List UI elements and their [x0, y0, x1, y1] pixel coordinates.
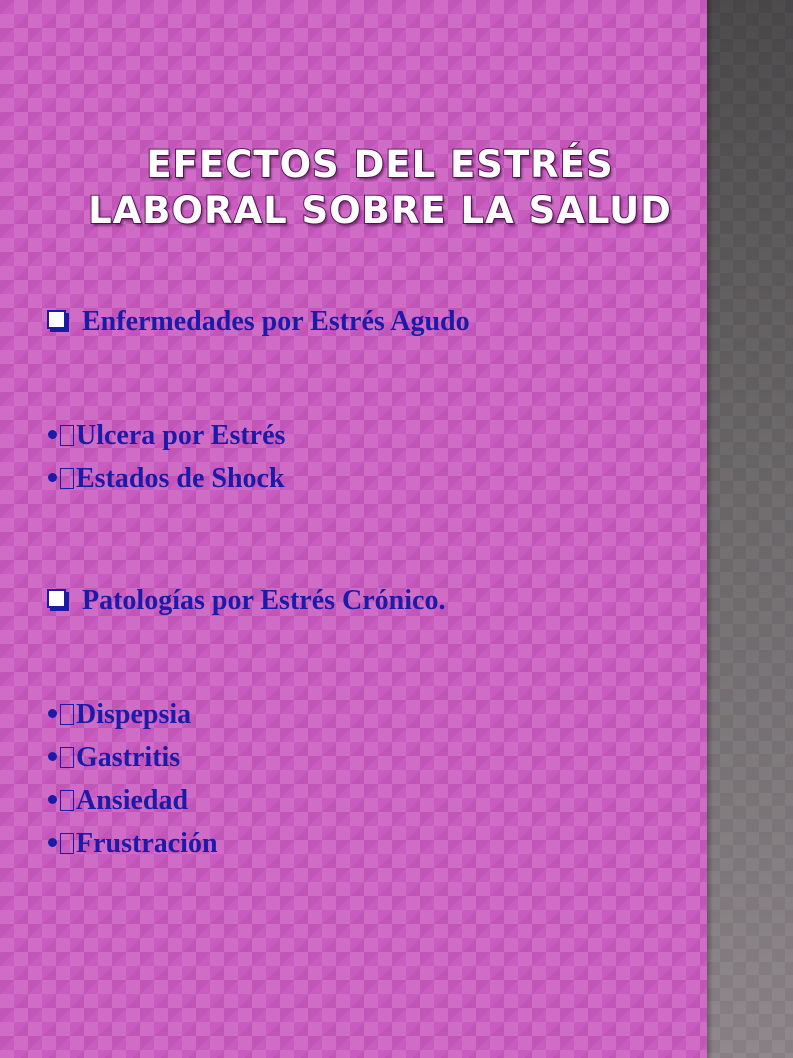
heading-acute-stress	[47, 305, 470, 339]
missing-glyph-icon	[60, 790, 74, 811]
slide-title	[40, 142, 720, 234]
bullet-dot-icon	[48, 795, 57, 804]
list-item	[47, 462, 285, 496]
list-item	[47, 419, 285, 453]
list-item	[47, 784, 188, 818]
list-item-label: Ansiedad	[76, 785, 189, 816]
list-item-label: Estados de Shock	[76, 463, 285, 494]
bullet-dot-icon	[48, 430, 57, 439]
list-item-label: Dispepsia	[76, 699, 192, 730]
missing-glyph-icon	[60, 468, 74, 489]
bullet-dot-icon	[48, 473, 57, 482]
bullet-dot-icon	[48, 752, 57, 761]
heading-acute-label: Enfermedades por Estrés Agudo	[82, 306, 470, 337]
missing-glyph-icon	[60, 747, 74, 768]
heading-chronic-label: Patologías por Estrés Crónico.	[82, 585, 446, 616]
checkbox-icon	[47, 589, 66, 608]
checkbox-icon	[47, 310, 66, 329]
bullet-dot-icon	[48, 838, 57, 847]
list-item-label: Gastritis	[76, 742, 181, 773]
list-item-label: Frustración	[76, 828, 218, 859]
missing-glyph-icon	[60, 704, 74, 725]
list-item	[47, 698, 191, 732]
list-item-label: Ulcera por Estrés	[76, 420, 286, 451]
title-line-2: LABORAL SOBRE LA SALUD	[88, 189, 672, 232]
bullet-dot-icon	[48, 709, 57, 718]
list-item	[47, 741, 180, 775]
title-line-1: EFECTOS DEL ESTRÉS	[146, 143, 614, 186]
missing-glyph-icon	[60, 425, 74, 446]
missing-glyph-icon	[60, 833, 74, 854]
heading-chronic-stress	[47, 584, 445, 618]
list-item	[47, 827, 218, 861]
